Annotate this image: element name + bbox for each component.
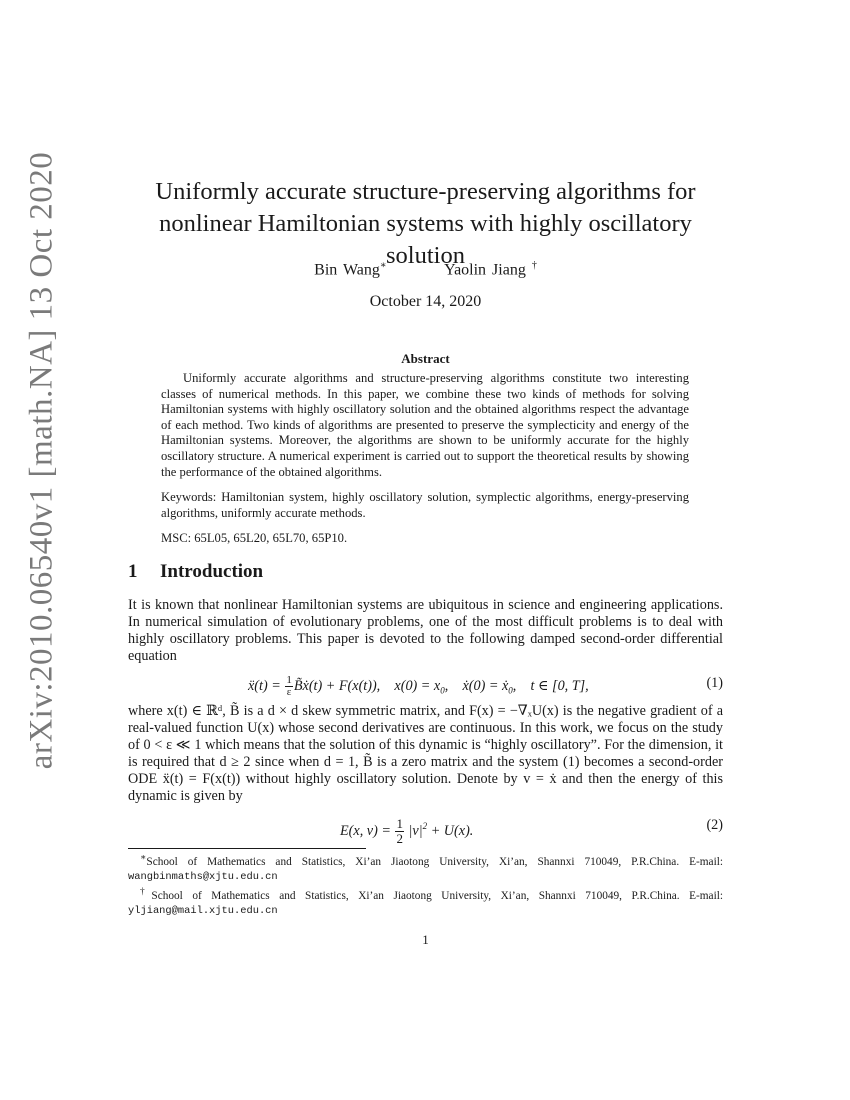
intro-paragraph-2: where x(t) ∈ ℝᵈ, B̃ is a d × d skew symmetric matrix, and F(x) = −∇ₓU(x) is the negative gradient of a real-valued function U(x) whose second derivatives are continuous. In this work, we focus on the study of 0 < ε ≪ 1 which means that the solution of this dynamic is “highly oscillatory”. For the dimension, it is required that d ≥ 2 since when d = 1, B̃ is a zero matrix and the system (1) becomes a second-order ODE ẍ(t) = F(x(t)) without highly oscillatory solution. Denote by v = ẋ and then the energy of this dynamic is given by	[128, 703, 723, 804]
section-heading-introduction	[128, 561, 263, 583]
arxiv-identifier-text: arXiv:2010.06540v1 [math.NA] 13 Oct 2020	[23, 151, 60, 769]
equation-2-number: (2)	[706, 817, 723, 833]
equation-2-formula: E(x, v) = $\frac{1}{2}$ $|v|^2 + U(x)$.	[340, 816, 474, 846]
intro-paragraph-1: It is known that nonlinear Hamiltonian systems are ubiquitous in science and engineering applications. In numerical simulation of evolutionary problems, one of the most difficult problems is to deal with highly oscillatory problems. This paper is devoted to the following damped second-order differential equation	[128, 597, 723, 664]
footnote-2-mark: †	[140, 887, 152, 898]
footnotes	[128, 852, 723, 921]
footnote-1-email-link[interactable]: wangbinmaths@xjtu.edu.cn	[128, 870, 278, 883]
author-2-footnote-mark[interactable]: †	[531, 260, 537, 271]
author-2: Yaolin Jiang	[444, 261, 526, 279]
msc-codes: MSC: 65L05, 65L20, 65L70, 65P10.	[161, 531, 348, 546]
section-title-text: Introduction	[160, 561, 264, 582]
abstract-text: Uniformly accurate algorithms and structure-preserving algorithms constitute two interesting classes of numerical methods. In this paper, we combine these two kinds of methods for solving Hamiltonian systems with highly oscillatory solution and the obtained algorithms respect the advantage of each method. Two kinds of algorithms are presented to preserve the symplecticity and energy of the Hamiltonian systems. Moreover, the algorithms are shown to be uniformly accurate for the highly oscillatory structure. A numerical experiment is carried out to support the theoretical results by showing the performance of the obtained algorithms.	[161, 371, 689, 479]
footnote-1	[128, 852, 723, 884]
arxiv-identifier-stamp	[16, 151, 68, 769]
author-1: Bin Wang	[314, 261, 380, 279]
author-list	[128, 260, 723, 279]
page-number: 1	[422, 932, 429, 947]
title-line-2: nonlinear Hamiltonian systems with highly oscillatory solution	[159, 210, 692, 269]
section-number: 1	[128, 561, 138, 582]
keywords: Keywords: Hamiltonian system, highly oscillatory solution, symplectic algorithms, energy-preserving algorithms, uniformly accurate methods.	[161, 490, 689, 520]
equation-1-formula: ẍ(t) = $\frac{1}{\varepsilon}$ B̃ẋ(t) + F(x(t)), $x(0) = x_0$, ẋ(0) = ẋ$_0$, t ∈ [0, T],	[248, 674, 589, 698]
abstract-block	[161, 371, 689, 547]
footnote-2	[128, 886, 723, 918]
footnote-2-text: School of Mathematics and Statistics, Xi’an Jiaotong University, Xi’an, Shannxi 710049, P.R.China. E-mail:	[151, 890, 723, 903]
equation-1-number: (1)	[706, 675, 723, 691]
paper-title	[128, 176, 723, 272]
footnote-1-mark: ∗	[140, 853, 147, 863]
footnote-1-text: School of Mathematics and Statistics, Xi’an Jiaotong University, Xi’an, Shannxi 710049, P.R.China. E-mail:	[146, 855, 723, 868]
footnote-divider	[128, 848, 366, 849]
paper-date: October 14, 2020	[369, 293, 482, 310]
footnote-2-email-link[interactable]: yljiang@mail.xjtu.edu.cn	[128, 904, 278, 917]
abstract-heading: Abstract	[401, 351, 450, 366]
author-1-footnote-mark[interactable]: ∗	[379, 260, 387, 271]
title-line-1: Uniformly accurate structure-preserving algorithms for	[155, 178, 696, 205]
